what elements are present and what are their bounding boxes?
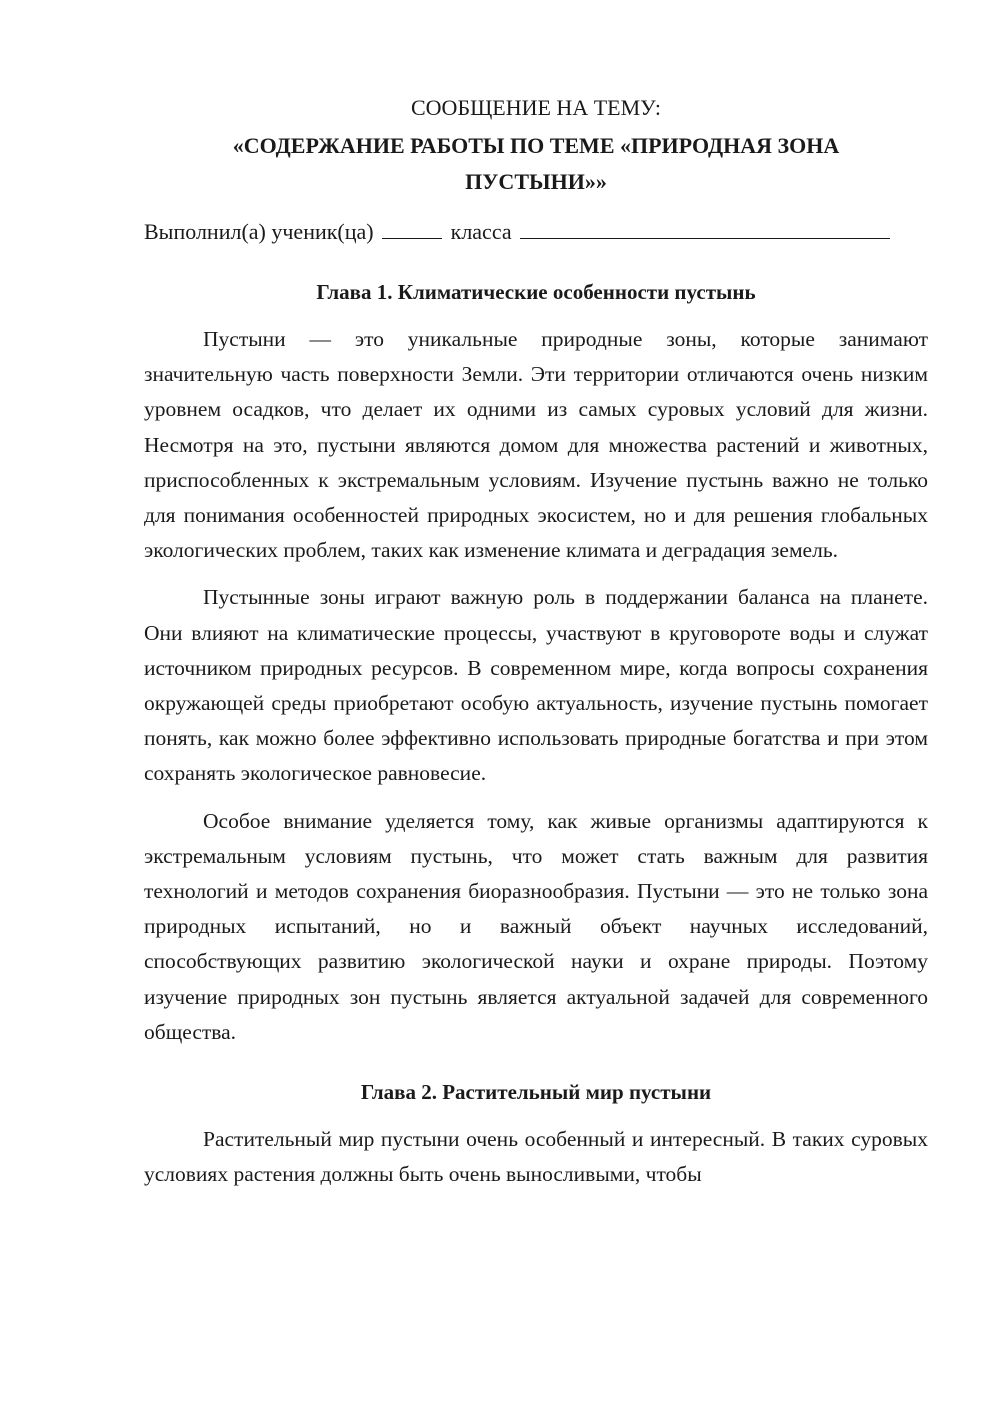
name-blank [520, 216, 890, 239]
document-type-label: СООБЩЕНИЕ НА ТЕМУ: [411, 95, 661, 120]
grade-blank [382, 216, 442, 239]
author-line [144, 214, 928, 250]
document-title: «СОДЕРЖАНИЕ РАБОТЫ ПО ТЕМЕ «ПРИРОДНАЯ ЗОНА ПУСТЫНИ»» [232, 133, 840, 194]
chapter-1-paragraph-3: Особое внимание уделяется тому, как живые организмы адаптируются к экстремальным условиям пустынь, что может стать важным для развития технологий и методов сохранения биоразнообразия. Пустыни — это не только зона природных испытаний, но и важный объект научных исследований, способствующих развитию экологической науки и охране природы. Поэтому изучение природных зон пустынь является актуальной задачей для современного общества. [144, 808, 928, 1044]
performed-by-label: Выполнил(а) ученик(ца) [144, 219, 374, 244]
class-label: класса [450, 219, 512, 244]
chapter-2-paragraph-1: Растительный мир пустыни очень особенный и интересный. В таких суровых условиях растения должны быть очень выносливыми, чтобы [144, 1127, 928, 1187]
chapter-1-title: Глава 1. Климатические особенности пустынь [316, 280, 756, 304]
chapter-1-paragraph-2: Пустынные зоны играют важную роль в поддержании баланса на планете. Они влияют на климатические процессы, участвуют в круговороте воды и служат источником природных ресурсов. В современном мире, когда вопросы сохранения окружающей среды приобретают особую актуальность, изучение пустынь помогает понять, как можно более эффективно использовать природные богатства и при этом сохранять экологическое равновесие. [144, 585, 928, 786]
chapter-2-title: Глава 2. Растительный мир пустыни [360, 1080, 712, 1105]
document-page [144, 90, 928, 1204]
chapter-1-paragraph-1: Пустыни — это уникальные природные зоны, которые занимают значительную часть поверхности Земли. Эти территории отличаются очень низким уровнем осадков, что делает их одними из самых суровых условий для жизни. Несмотря на это, пустыни являются домом для множества растений и животных, приспособленных к экстремальным условиям. Изучение пустынь важно не только для понимания особенностей природных экосистем, но и для решения глобальных экологических проблем, таких как изменение климата и деградация земель. [144, 327, 928, 563]
